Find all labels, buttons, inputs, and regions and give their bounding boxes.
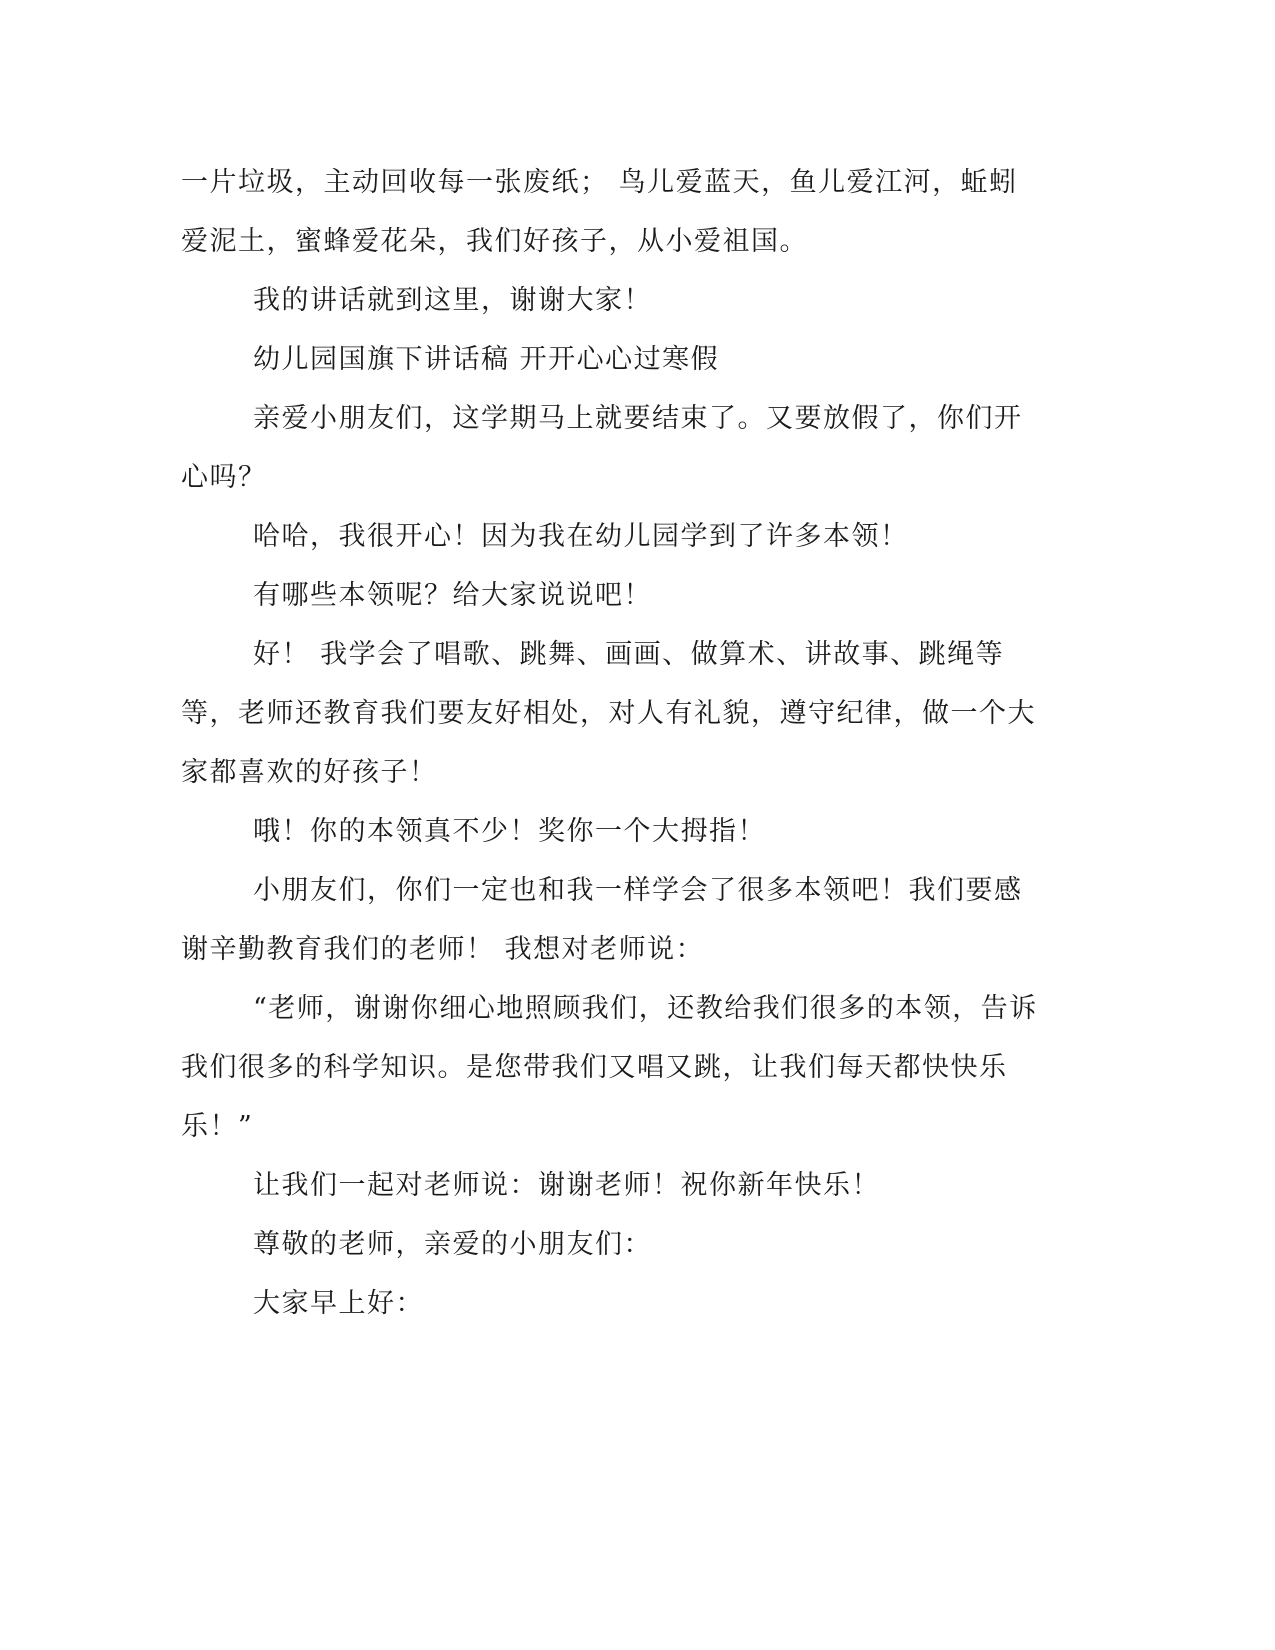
paragraph-9: 小朋友们，你们一定也和我一样学会了很多本领吧！我们要感谢辛勤教育我们的老师！ 我想对老师说：: [181, 875, 1023, 965]
paragraph-2: 我的讲话就到这里，谢谢大家！: [253, 285, 652, 316]
paragraph-10-quote: “老师，谢谢你细心地照顾我们，还教给我们很多的本领，告诉我们很多的科学知识。是您带我们又唱又跳，让我们每天都快快乐乐！”: [181, 993, 1038, 1142]
paragraph-6: 有哪些本领呢？给大家说说吧！: [253, 580, 652, 611]
document-body: [181, 153, 1041, 1333]
paragraph-5: 哈哈，我很开心！因为我在幼儿园学到了许多本领！: [253, 521, 909, 552]
paragraph-4: 亲爱小朋友们，这学期马上就要结束了。又要放假了，你们开心吗？: [181, 403, 1023, 493]
paragraph-7: 好！ 我学会了唱歌、跳舞、画画、做算术、讲故事、跳绳等等，老师还教育我们要友好相处，对人有礼貌，遵守纪律，做一个大家都喜欢的好孩子！: [181, 639, 1036, 788]
paragraph-13: 大家早上好：: [253, 1288, 424, 1319]
paragraph-3-heading: 幼儿园国旗下讲话稿 开开心心过寒假: [253, 344, 720, 375]
paragraph-11: 让我们一起对老师说：谢谢老师！祝你新年快乐！: [253, 1170, 880, 1201]
paragraph-12-greeting: 尊敬的老师，亲爱的小朋友们：: [253, 1229, 652, 1260]
paragraph-1: 一片垃圾，主动回收每一张废纸； 鸟儿爱蓝天，鱼儿爱江河，蚯蚓爱泥土，蜜蜂爱花朵，我们好孩子，从小爱祖国。: [181, 167, 1018, 257]
paragraph-8: 哦！你的本领真不少！奖你一个大拇指！: [253, 816, 766, 847]
